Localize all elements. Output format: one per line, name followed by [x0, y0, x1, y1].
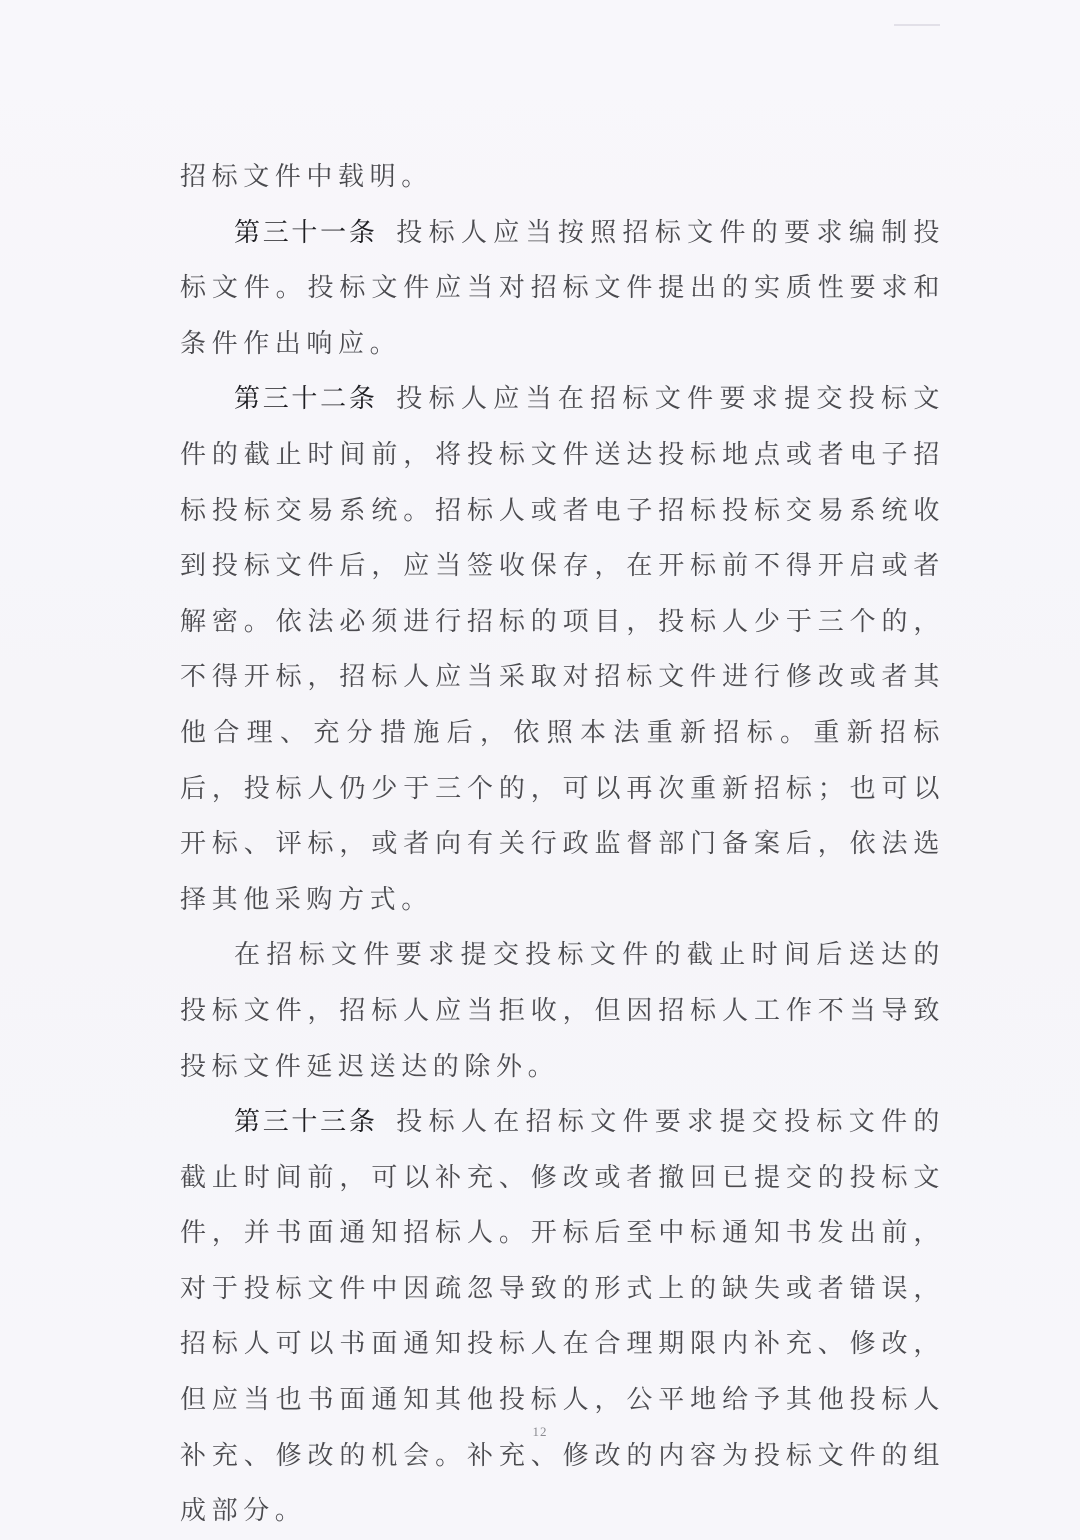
article-heading: 第三十一条 [234, 217, 378, 248]
article-31 [180, 206, 945, 373]
paragraph-text: 招标文件中载明。 [180, 162, 433, 192]
paragraph-text: 投标人在招标文件要求提交投标文件的截止时间前，可以补充、修改或者撤回已提交的投标文件，并书面通知招标人。开标后至中标通知书发出前，对于投标文件中因疏忽导致的形式上的缺失或者错误，招标人可以书面通知投标人在合理期限内补充、修改，但应当也书面通知其他投标人，公平地给予其他投标人补充、修改的机会。补充、修改的内容为投标文件的组成部分。 [180, 1107, 945, 1527]
article-32-paragraph-2 [180, 928, 945, 1095]
page-number: 12 [532, 1424, 548, 1439]
article-33 [180, 1095, 945, 1540]
scan-artifact [894, 24, 940, 26]
article-heading: 第三十二条 [234, 384, 378, 415]
article-heading: 第三十三条 [234, 1107, 378, 1138]
document-body [180, 150, 945, 1540]
paragraph-text: 在招标文件要求提交投标文件的截止时间后送达的投标文件，招标人应当拒收，但因招标人工作不当导致投标文件延迟送达的除外。 [180, 940, 945, 1082]
paragraph-continuation [180, 150, 945, 206]
paragraph-text: 投标人应当在招标文件要求提交投标文件的截止时间前，将投标文件送达投标地点或者电子招标投标交易系统。招标人或者电子招标投标交易系统收到投标文件后，应当签收保存，在开标前不得开启或者解密。依法必须进行招标的项目，投标人少于三个的，不得开标，招标人应当采取对招标文件进行修改或者其他合理、充分措施后，依照本法重新招标。重新招标后，投标人仍少于三个的，可以再次重新招标；也可以开标、评标，或者向有关行政监督部门备案后，依法选择其他采购方式。 [180, 384, 945, 915]
paragraph-text: 投标人应当按照招标文件的要求编制投标文件。投标文件应当对招标文件提出的实质性要求和条件作出响应。 [180, 217, 945, 359]
article-32 [180, 372, 945, 928]
